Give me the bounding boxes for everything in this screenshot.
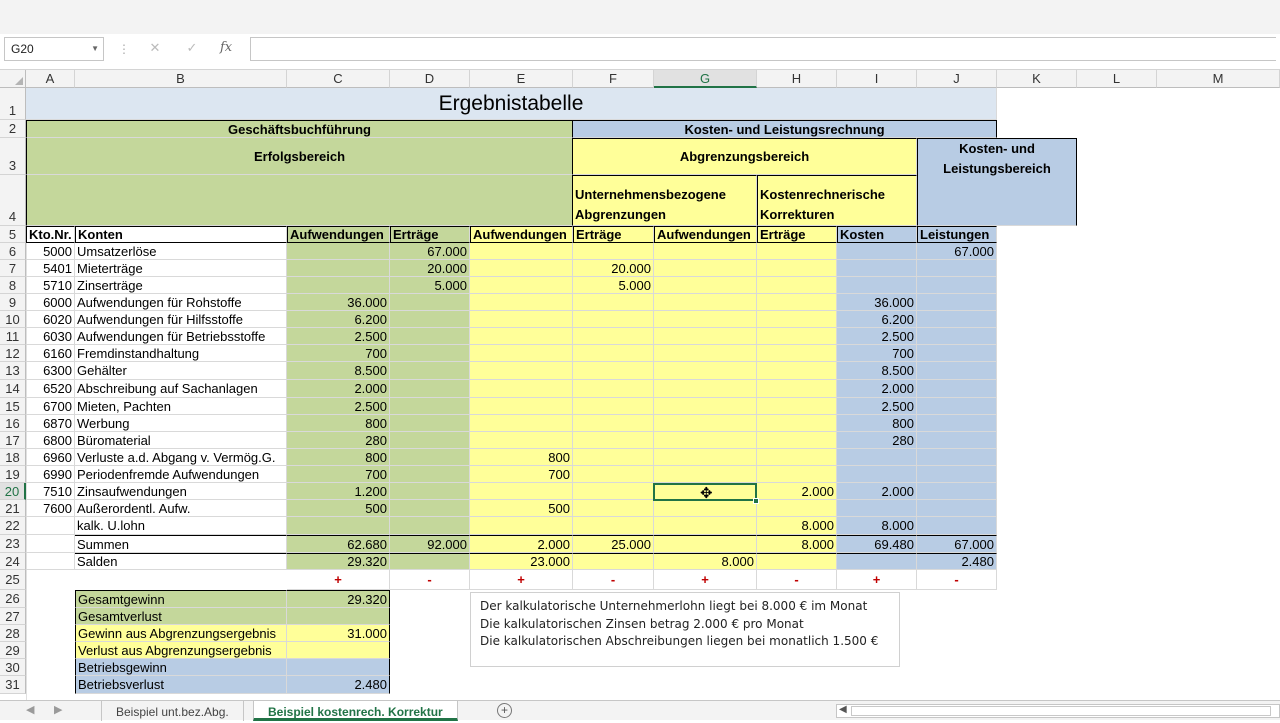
row-header-8[interactable]: 8 <box>0 277 26 294</box>
sign-f: - <box>573 570 654 590</box>
value-cell-c[interactable]: 800 <box>287 449 390 466</box>
value-cell-e[interactable] <box>470 345 573 362</box>
row-header-13[interactable]: 13 <box>0 362 26 380</box>
value-cell-j[interactable]: 67.000 <box>917 243 997 260</box>
value-cell-d[interactable]: 67.000 <box>390 243 470 260</box>
value-cell-f[interactable] <box>573 294 654 311</box>
salden-value-d[interactable] <box>390 553 470 570</box>
sheet-tab-bar <box>0 700 1280 720</box>
value-cell-h[interactable] <box>757 415 837 432</box>
value-cell-i[interactable]: 800 <box>837 415 917 432</box>
formula-bar <box>0 34 1280 70</box>
column-header-c[interactable]: C <box>287 70 390 88</box>
value-cell-e[interactable] <box>470 260 573 277</box>
tab-scroll-left-icon[interactable]: ◀ <box>26 704 35 716</box>
kostenrechnerische-header[interactable]: Kostenrechnerische Korrekturen <box>757 175 917 226</box>
value-cell-j[interactable] <box>917 362 997 380</box>
value-cell-d[interactable] <box>390 517 470 535</box>
row-header-14[interactable]: 14 <box>0 380 26 398</box>
value-cell-h[interactable] <box>757 380 837 398</box>
value-cell-g[interactable] <box>654 277 757 294</box>
value-cell-e[interactable] <box>470 398 573 415</box>
summen-value-h[interactable]: 8.000 <box>757 535 837 553</box>
value-cell-g[interactable] <box>654 432 757 449</box>
column-header-h[interactable]: H <box>757 70 837 88</box>
value-cell-c[interactable]: 6.200 <box>287 311 390 328</box>
account-number[interactable]: 5401 <box>26 260 75 277</box>
value-cell-d[interactable] <box>390 380 470 398</box>
summen-value-c[interactable]: 62.680 <box>287 535 390 553</box>
note-line: Die kalkulatorischen Abschreibungen liegen bei monatlich 1.500 € <box>480 634 879 648</box>
row-header-20[interactable]: 20 <box>0 483 26 500</box>
value-cell-g[interactable] <box>654 345 757 362</box>
row-header-6[interactable]: 6 <box>0 243 26 260</box>
value-cell-d[interactable] <box>390 398 470 415</box>
value-cell-c[interactable] <box>287 277 390 294</box>
account-number[interactable]: 6960 <box>26 449 75 466</box>
value-cell-d[interactable] <box>390 432 470 449</box>
value-cell-h[interactable] <box>757 260 837 277</box>
value-cell-d[interactable] <box>390 345 470 362</box>
value-cell-g[interactable] <box>654 260 757 277</box>
value-cell-h[interactable] <box>757 466 837 483</box>
value-cell-f[interactable] <box>573 500 654 517</box>
erfolgsbereich-spacer[interactable] <box>26 175 573 226</box>
value-cell-i[interactable]: 8.500 <box>837 362 917 380</box>
account-number[interactable]: 6000 <box>26 294 75 311</box>
value-cell-f[interactable]: 5.000 <box>573 277 654 294</box>
account-name[interactable]: kalk. U.lohn <box>75 517 287 535</box>
value-cell-g[interactable] <box>654 294 757 311</box>
value-cell-d[interactable] <box>390 362 470 380</box>
account-name[interactable]: Fremdinstandhaltung <box>75 345 287 362</box>
value-cell-d[interactable] <box>390 311 470 328</box>
account-number[interactable]: 7600 <box>26 500 75 517</box>
account-name[interactable]: Gehälter <box>75 362 287 380</box>
value-cell-c[interactable]: 700 <box>287 466 390 483</box>
row-header-17[interactable]: 17 <box>0 432 26 449</box>
value-cell-c[interactable]: 700 <box>287 345 390 362</box>
value-cell-c[interactable]: 2.500 <box>287 398 390 415</box>
value-cell-d[interactable] <box>390 483 470 500</box>
value-cell-g[interactable] <box>654 398 757 415</box>
row-header-3[interactable]: 3 <box>0 138 26 175</box>
result-value[interactable] <box>287 659 390 676</box>
value-cell-c[interactable]: 500 <box>287 500 390 517</box>
row-header-31[interactable]: 31 <box>0 676 26 694</box>
formula-input[interactable] <box>250 37 1276 61</box>
salden-value-c[interactable]: 29.320 <box>287 553 390 570</box>
value-cell-j[interactable] <box>917 311 997 328</box>
account-name[interactable]: Außerordentl. Aufw. <box>75 500 287 517</box>
value-cell-j[interactable] <box>917 483 997 500</box>
column-header-g[interactable]: G <box>654 70 757 88</box>
row-header-30[interactable]: 30 <box>0 659 26 676</box>
account-number[interactable]: 5000 <box>26 243 75 260</box>
sign-g: + <box>654 570 757 590</box>
value-cell-c[interactable]: 36.000 <box>287 294 390 311</box>
value-cell-g[interactable] <box>654 243 757 260</box>
sign-j: - <box>917 570 997 590</box>
value-cell-f[interactable] <box>573 432 654 449</box>
value-cell-e[interactable] <box>470 483 573 500</box>
note-textbox[interactable] <box>470 592 900 667</box>
column-header-d[interactable]: D <box>390 70 470 88</box>
column-label-ertr2[interactable]: Erträge <box>573 226 654 243</box>
page-title[interactable]: Ergebnistabelle <box>26 88 997 120</box>
value-cell-d[interactable] <box>390 294 470 311</box>
row-header-12[interactable]: 12 <box>0 345 26 362</box>
account-number[interactable]: 7510 <box>26 483 75 500</box>
row-header-15[interactable]: 15 <box>0 398 26 415</box>
row-header-5[interactable]: 5 <box>0 226 26 243</box>
value-cell-c[interactable] <box>287 260 390 277</box>
result-value[interactable]: 29.320 <box>287 590 390 608</box>
row-header-7[interactable]: 7 <box>0 260 26 277</box>
value-cell-f[interactable] <box>573 449 654 466</box>
value-cell-j[interactable] <box>917 277 997 294</box>
column-label-leistungen[interactable]: Leistungen <box>917 226 997 243</box>
value-cell-c[interactable] <box>287 243 390 260</box>
value-cell-g[interactable] <box>654 362 757 380</box>
insert-function-icon[interactable]: fx <box>220 40 233 55</box>
salden-value-j[interactable]: 2.480 <box>917 553 997 570</box>
value-cell-i[interactable]: 2.500 <box>837 328 917 345</box>
result-label[interactable]: Betriebsgewinn <box>75 659 287 676</box>
value-cell-i[interactable] <box>837 277 917 294</box>
value-cell-h[interactable] <box>757 328 837 345</box>
salden-value-f[interactable] <box>573 553 654 570</box>
value-cell-f[interactable] <box>573 345 654 362</box>
value-cell-g[interactable] <box>654 500 757 517</box>
value-cell-g[interactable] <box>654 466 757 483</box>
select-all-corner[interactable] <box>0 70 26 88</box>
value-cell-i[interactable]: 8.000 <box>837 517 917 535</box>
account-number[interactable]: 6020 <box>26 311 75 328</box>
tab-beispiel-unt-bez-abg[interactable]: Beispiel unt.bez.Abg. <box>101 701 244 721</box>
value-cell-f[interactable]: 20.000 <box>573 260 654 277</box>
summen-value-i[interactable]: 69.480 <box>837 535 917 553</box>
value-cell-e[interactable] <box>470 415 573 432</box>
summen-value-g[interactable] <box>654 535 757 553</box>
column-header-a[interactable]: A <box>26 70 75 88</box>
summen-value-f[interactable]: 25.000 <box>573 535 654 553</box>
value-cell-g[interactable] <box>654 328 757 345</box>
value-cell-f[interactable] <box>573 328 654 345</box>
result-value[interactable] <box>287 608 390 625</box>
cancel-icon[interactable]: ✕ <box>149 40 161 55</box>
sign-i: + <box>837 570 917 590</box>
account-name[interactable]: Zinsaufwendungen <box>75 483 287 500</box>
result-label[interactable]: Gesamtgewinn <box>75 590 287 608</box>
value-cell-d[interactable] <box>390 466 470 483</box>
value-cell-i[interactable]: 280 <box>837 432 917 449</box>
ribbon-area <box>0 0 1280 34</box>
value-cell-j[interactable] <box>917 500 997 517</box>
account-name[interactable]: Aufwendungen für Hilfsstoffe <box>75 311 287 328</box>
value-cell-f[interactable] <box>573 415 654 432</box>
value-cell-e[interactable] <box>470 277 573 294</box>
column-label-ertr3[interactable]: Erträge <box>757 226 837 243</box>
value-cell-j[interactable] <box>917 260 997 277</box>
account-name[interactable]: Zinserträge <box>75 277 287 294</box>
value-cell-e[interactable]: 700 <box>470 466 573 483</box>
value-cell-h[interactable]: 2.000 <box>757 483 837 500</box>
account-name[interactable]: Verluste a.d. Abgang v. Vermög.G. <box>75 449 287 466</box>
account-number[interactable]: 6160 <box>26 345 75 362</box>
column-header-i[interactable]: I <box>837 70 917 88</box>
row-header-21[interactable]: 21 <box>0 500 26 517</box>
abgrenzungsbereich-header[interactable]: Abgrenzungsbereich <box>573 138 917 175</box>
row-header-24[interactable]: 24 <box>0 553 26 570</box>
row-header-28[interactable]: 28 <box>0 625 26 642</box>
row-header-27[interactable]: 27 <box>0 608 26 625</box>
result-value[interactable]: 2.480 <box>287 676 390 694</box>
value-cell-c[interactable]: 8.500 <box>287 362 390 380</box>
note-line: Die kalkulatorischen Zinsen betrag 2.000 € pro Monat <box>480 616 804 631</box>
column-label-kosten[interactable]: Kosten <box>837 226 917 243</box>
account-name[interactable]: Büromaterial <box>75 432 287 449</box>
geschaeftsbuchfuehrung-header[interactable]: Geschäftsbuchführung <box>26 120 573 138</box>
empty-cell[interactable] <box>26 535 75 553</box>
column-label-ktonr[interactable]: Kto.Nr. <box>26 226 75 243</box>
summen-value-j[interactable]: 67.000 <box>917 535 997 553</box>
row-header-11[interactable]: 11 <box>0 328 26 345</box>
value-cell-e[interactable] <box>470 294 573 311</box>
result-label[interactable]: Verlust aus Abgrenzungsergebnis <box>75 642 287 659</box>
account-name[interactable]: Mieten, Pachten <box>75 398 287 415</box>
column-label-ertr1[interactable]: Erträge <box>390 226 470 243</box>
column-header-f[interactable]: F <box>573 70 654 88</box>
value-cell-j[interactable] <box>917 517 997 535</box>
row-header-1[interactable]: 1 <box>0 88 26 120</box>
empty-cell[interactable] <box>26 553 75 570</box>
value-cell-c[interactable]: 2.500 <box>287 328 390 345</box>
value-cell-e[interactable] <box>470 328 573 345</box>
value-cell-h[interactable] <box>757 362 837 380</box>
value-cell-e[interactable] <box>470 517 573 535</box>
value-cell-e[interactable] <box>470 243 573 260</box>
value-cell-c[interactable]: 280 <box>287 432 390 449</box>
klr-header[interactable]: Kosten- und Leistungsrechnung <box>573 120 997 138</box>
value-cell-i[interactable]: 2.500 <box>837 398 917 415</box>
value-cell-h[interactable] <box>757 345 837 362</box>
summen-label[interactable]: Summen <box>75 535 287 553</box>
value-cell-h[interactable] <box>757 277 837 294</box>
value-cell-e[interactable]: 800 <box>470 449 573 466</box>
result-value[interactable]: 31.000 <box>287 625 390 642</box>
sign-c: + <box>287 570 390 590</box>
value-cell-i[interactable] <box>837 243 917 260</box>
value-cell-j[interactable] <box>917 380 997 398</box>
row-header-26[interactable]: 26 <box>0 590 26 608</box>
account-name[interactable]: Werbung <box>75 415 287 432</box>
value-cell-e[interactable] <box>470 362 573 380</box>
account-name[interactable]: Umsatzerlöse <box>75 243 287 260</box>
value-cell-i[interactable]: 2.000 <box>837 380 917 398</box>
value-cell-h[interactable]: 8.000 <box>757 517 837 535</box>
value-cell-j[interactable] <box>917 345 997 362</box>
column-header-e[interactable]: E <box>470 70 573 88</box>
row-header-16[interactable]: 16 <box>0 415 26 432</box>
account-name[interactable]: Abschreibung auf Sachanlagen <box>75 380 287 398</box>
horizontal-scrollbar[interactable] <box>836 704 1280 718</box>
value-cell-d[interactable]: 20.000 <box>390 260 470 277</box>
value-cell-j[interactable] <box>917 294 997 311</box>
salden-value-i[interactable] <box>837 553 917 570</box>
column-label-aufw2[interactable]: Aufwendungen <box>470 226 573 243</box>
summen-value-d[interactable]: 92.000 <box>390 535 470 553</box>
value-cell-i[interactable]: 6.200 <box>837 311 917 328</box>
result-label[interactable]: Gesamtverlust <box>75 608 287 625</box>
account-number[interactable]: 5710 <box>26 277 75 294</box>
value-cell-d[interactable] <box>390 328 470 345</box>
row-header-23[interactable]: 23 <box>0 535 26 553</box>
value-cell-f[interactable] <box>573 466 654 483</box>
column-header-k[interactable]: K <box>997 70 1077 88</box>
column-header-j[interactable]: J <box>917 70 997 88</box>
value-cell-d[interactable] <box>390 415 470 432</box>
row-header-10[interactable]: 10 <box>0 311 26 328</box>
value-cell-i[interactable]: 2.000 <box>837 483 917 500</box>
value-cell-j[interactable] <box>917 415 997 432</box>
row-header-2[interactable]: 2 <box>0 120 26 138</box>
value-cell-i[interactable] <box>837 500 917 517</box>
account-number[interactable]: 6520 <box>26 380 75 398</box>
result-label[interactable]: Betriebsverlust <box>75 676 287 694</box>
value-cell-c[interactable]: 1.200 <box>287 483 390 500</box>
account-number[interactable]: 6800 <box>26 432 75 449</box>
fill-handle[interactable] <box>753 498 759 504</box>
column-label-aufw3[interactable]: Aufwendungen <box>654 226 757 243</box>
value-cell-d[interactable] <box>390 500 470 517</box>
account-number[interactable]: 6870 <box>26 415 75 432</box>
value-cell-e[interactable] <box>470 311 573 328</box>
value-cell-d[interactable] <box>390 449 470 466</box>
value-cell-h[interactable] <box>757 294 837 311</box>
value-cell-h[interactable] <box>757 243 837 260</box>
value-cell-j[interactable] <box>917 328 997 345</box>
row-header-25[interactable]: 25 <box>0 570 26 590</box>
row-header-19[interactable]: 19 <box>0 466 26 483</box>
account-name[interactable]: Aufwendungen für Betriebsstoffe <box>75 328 287 345</box>
value-cell-g[interactable] <box>654 449 757 466</box>
summen-value-e[interactable]: 2.000 <box>470 535 573 553</box>
value-cell-j[interactable] <box>917 432 997 449</box>
value-cell-g[interactable] <box>654 311 757 328</box>
column-header-b[interactable]: B <box>75 70 287 88</box>
sign-h: - <box>757 570 837 590</box>
value-cell-e[interactable] <box>470 380 573 398</box>
column-label-konten[interactable]: Konten <box>75 226 287 243</box>
row-header-22[interactable]: 22 <box>0 517 26 535</box>
account-number[interactable]: 6990 <box>26 466 75 483</box>
value-cell-c[interactable] <box>287 517 390 535</box>
scroll-left-icon[interactable]: ◀ <box>839 704 847 715</box>
value-cell-f[interactable] <box>573 517 654 535</box>
value-cell-c[interactable]: 800 <box>287 415 390 432</box>
column-label-aufw1[interactable]: Aufwendungen <box>287 226 390 243</box>
chevron-down-icon[interactable]: ▼ <box>91 44 99 53</box>
value-cell-f[interactable] <box>573 398 654 415</box>
more-options-icon: ⋮ <box>118 42 130 56</box>
account-number[interactable] <box>26 517 75 535</box>
value-cell-h[interactable] <box>757 500 837 517</box>
salden-label[interactable]: Salden <box>75 553 287 570</box>
account-name[interactable]: Aufwendungen für Rohstoffe <box>75 294 287 311</box>
value-cell-f[interactable] <box>573 243 654 260</box>
value-cell-e[interactable] <box>470 432 573 449</box>
value-cell-f[interactable] <box>573 380 654 398</box>
value-cell-g[interactable] <box>654 415 757 432</box>
value-cell-j[interactable] <box>917 466 997 483</box>
value-cell-j[interactable] <box>917 449 997 466</box>
tab-beispiel-kostenrech-korrektur[interactable]: Beispiel kostenrech. Korrektur <box>253 701 458 721</box>
value-cell-j[interactable] <box>917 398 997 415</box>
value-cell-g[interactable] <box>654 517 757 535</box>
value-cell-f[interactable] <box>573 483 654 500</box>
sign-e: + <box>470 570 573 590</box>
unternehmensbezogene-header[interactable]: Unternehmensbezogene Abgrenzungen <box>573 175 757 226</box>
value-cell-i[interactable] <box>837 260 917 277</box>
tab-scroll-right-icon[interactable]: ▶ <box>54 704 63 716</box>
account-name[interactable]: Periodenfremde Aufwendungen <box>75 466 287 483</box>
account-number[interactable]: 6700 <box>26 398 75 415</box>
row-header-9[interactable]: 9 <box>0 294 26 311</box>
value-cell-g[interactable] <box>654 380 757 398</box>
add-sheet-icon[interactable]: + <box>497 703 512 718</box>
value-cell-i[interactable] <box>837 449 917 466</box>
enter-icon[interactable]: ✓ <box>186 40 198 55</box>
kosten-leistungsbereich-header[interactable]: Kosten- und Leistungsbereich <box>917 138 1077 226</box>
account-number[interactable]: 6030 <box>26 328 75 345</box>
column-header-m[interactable]: M <box>1157 70 1280 88</box>
salden-value-g[interactable]: 8.000 <box>654 553 757 570</box>
value-cell-i[interactable] <box>837 466 917 483</box>
result-value[interactable] <box>287 642 390 659</box>
account-number[interactable]: 6300 <box>26 362 75 380</box>
value-cell-i[interactable]: 700 <box>837 345 917 362</box>
value-cell-h[interactable] <box>757 432 837 449</box>
row-header-18[interactable]: 18 <box>0 449 26 466</box>
note-line: Der kalkulatorische Unternehmerlohn liegt bei 8.000 € im Monat <box>480 599 868 613</box>
value-cell-h[interactable] <box>757 398 837 415</box>
value-cell-f[interactable] <box>573 311 654 328</box>
value-cell-f[interactable] <box>573 362 654 380</box>
name-box[interactable]: G20 ▼ <box>4 37 104 61</box>
sign-d: - <box>390 570 470 590</box>
account-name[interactable]: Mieterträge <box>75 260 287 277</box>
value-cell-h[interactable] <box>757 311 837 328</box>
erfolgsbereich-header[interactable]: Erfolgsbereich <box>26 138 573 175</box>
value-cell-c[interactable]: 2.000 <box>287 380 390 398</box>
value-cell-d[interactable]: 5.000 <box>390 277 470 294</box>
cross-cursor-icon: ✥ <box>700 485 713 502</box>
result-label[interactable]: Gewinn aus Abgrenzungsergebnis <box>75 625 287 642</box>
value-cell-h[interactable] <box>757 449 837 466</box>
scroll-thumb[interactable] <box>851 706 1271 716</box>
column-header-l[interactable]: L <box>1077 70 1157 88</box>
value-cell-e[interactable]: 500 <box>470 500 573 517</box>
value-cell-i[interactable]: 36.000 <box>837 294 917 311</box>
row-header-29[interactable]: 29 <box>0 642 26 659</box>
salden-value-h[interactable] <box>757 553 837 570</box>
salden-value-e[interactable]: 23.000 <box>470 553 573 570</box>
row-header-4[interactable]: 4 <box>0 175 26 226</box>
